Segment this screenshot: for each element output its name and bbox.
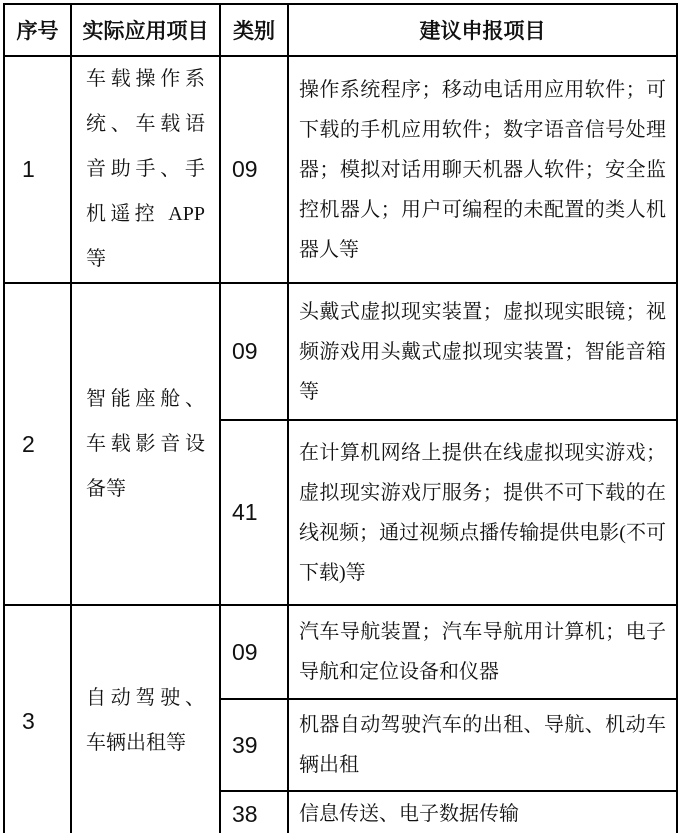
serial-cell: 2 xyxy=(4,283,71,605)
header-class: 类别 xyxy=(220,4,288,56)
trademark-classification-table xyxy=(3,3,678,833)
class-code-cell: 38 xyxy=(220,791,288,833)
header-row xyxy=(4,4,677,56)
header-suggested-filing-items: 建议申报项目 xyxy=(288,4,677,56)
suggested-items-cell: 头戴式虚拟现实装置；虚拟现实眼镜；视频游戏用头戴式虚拟现实装置；智能音箱等 xyxy=(288,283,677,420)
class-code-cell: 09 xyxy=(220,605,288,699)
suggested-items-cell: 信息传送、电子数据传输 xyxy=(288,791,677,833)
suggested-items-cell: 在计算机网络上提供在线虚拟现实游戏；虚拟现实游戏厅服务；提供不可下载的在线视频；通过视频点播传输提供电影(不可下载)等 xyxy=(288,420,677,605)
application-cell: 智能座舱、车载影音设备等 xyxy=(71,283,220,605)
suggested-items-cell: 操作系统程序；移动电话用应用软件；可下载的手机应用软件；数字语音信号处理器；模拟对话用聊天机器人软件；安全监控机器人；用户可编程的未配置的类人机器人等 xyxy=(288,56,677,283)
table-row-2-sub-1 xyxy=(4,283,677,420)
class-code-cell: 09 xyxy=(220,56,288,283)
suggested-items-cell: 机器自动驾驶汽车的出租、导航、机动车辆出租 xyxy=(288,699,677,791)
application-cell: 自动驾驶、车辆出租等 xyxy=(71,605,220,833)
class-code-cell: 41 xyxy=(220,420,288,605)
serial-cell: 3 xyxy=(4,605,71,833)
class-code-cell: 39 xyxy=(220,699,288,791)
table-row-3-sub-1 xyxy=(4,605,677,699)
class-code-cell: 09 xyxy=(220,283,288,420)
table-row-1 xyxy=(4,56,677,283)
application-cell: 车载操作系统、车载语音助手、手机遥控 APP 等 xyxy=(71,56,220,283)
serial-cell: 1 xyxy=(4,56,71,283)
header-actual-application-project: 实际应用项目 xyxy=(71,4,220,56)
suggested-items-cell: 汽车导航装置；汽车导航用计算机；电子导航和定位设备和仪器 xyxy=(288,605,677,699)
header-serial-number: 序号 xyxy=(4,4,71,56)
